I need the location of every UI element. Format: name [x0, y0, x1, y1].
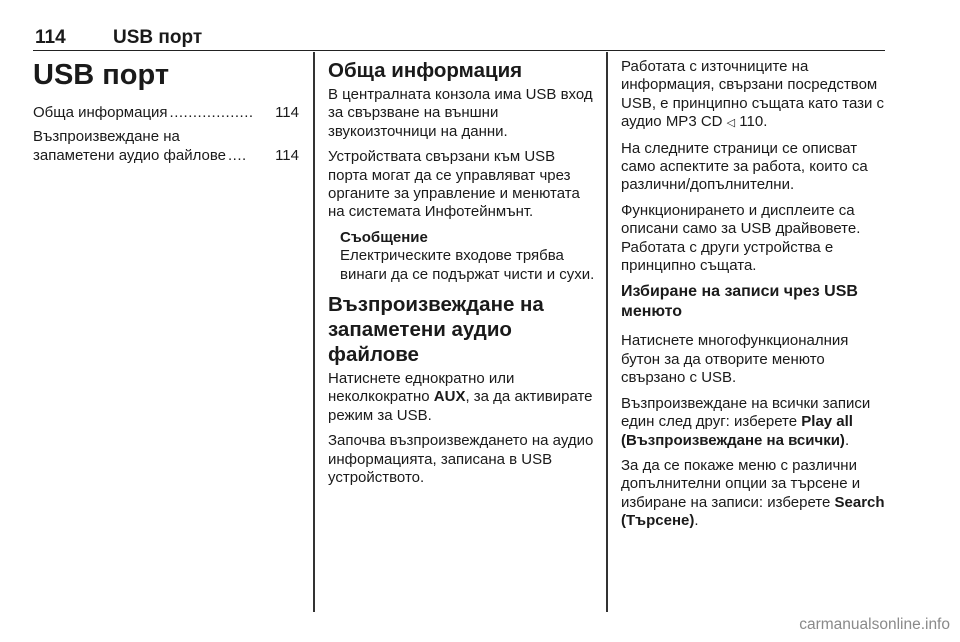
column-general-info [328, 58, 596, 495]
chapter-title: USB порт [33, 59, 170, 91]
note-text: Електрическите входове трябва винаги да се подържат чисти и сухи. [340, 247, 595, 283]
toc-leader-dots: .... [228, 146, 247, 164]
aux-button-label: AUX [433, 388, 466, 406]
section-heading-playback: Възпроизвеждане на запаметени аудио файлове [328, 293, 544, 367]
paragraph [328, 370, 596, 425]
toc-entry-general[interactable] [33, 104, 299, 122]
toc-leader-dots: .................. [169, 104, 254, 121]
header-title: USB порт [113, 27, 203, 48]
page-header [33, 24, 885, 51]
paragraph: Натиснете многофункционалния бутон за да отворите менюто свързано с USB. [621, 332, 849, 387]
toc-entry-text-line1: Възпроизвеждане на [33, 128, 180, 146]
toc-entry-page: 114 [275, 104, 299, 121]
paragraph-text: Работата с източниците на информация, свързани посредством USB, е принципно същата като тази с аудио MP3 CD [621, 58, 885, 131]
table-of-contents [33, 104, 299, 165]
paragraph-text: , за да активирате режим за USB. [328, 388, 593, 424]
column-usb-menu [621, 58, 889, 538]
paragraph: На следните страници се описват само аспектите за работа, които са различни/допълнителни. [621, 139, 868, 194]
paragraph: Функционирането и дисплеите са описани само за USB драйвовете. Работата с други устройства е принципно същата. [621, 201, 861, 275]
paragraph [621, 58, 889, 133]
paragraph-text: За да се покаже меню с различни допълнителни опции за търсене и избиране на записи: изберете [621, 456, 861, 511]
toc-entry-text-line2: запаметени аудио файлове [33, 146, 227, 164]
toc-entry-page: 114 [275, 146, 299, 164]
section-heading-select-tracks: Избиране на записи чрез USB менюто [621, 283, 858, 321]
paragraph-text: . [694, 512, 699, 530]
column-divider-2 [606, 52, 608, 612]
paragraph: В централната конзола има USB вход за свързване на външни звукоизточници на данни. [328, 86, 593, 140]
paragraph [621, 395, 889, 450]
page-reference-link[interactable]: 110. [735, 113, 768, 131]
cross-reference-arrow-icon: ◁ [726, 117, 736, 130]
note-title: Съобщение [340, 228, 428, 246]
paragraph-text: Възпроизвеждане на всички записи един след друг: изберете [621, 394, 871, 431]
column-divider-1 [313, 52, 315, 612]
column-toc [33, 58, 299, 165]
paragraph: Започва възпроизвеждането на аудио информацията, записана в USB устройството. [328, 432, 594, 487]
section-heading-general: Обща информация [328, 59, 523, 82]
toc-entry-playback[interactable] [33, 128, 299, 165]
paragraph-text: . [844, 431, 850, 449]
paragraph-text: Натиснете еднократно или неколкократно [328, 370, 515, 406]
toc-entry-text: Обща информация [33, 104, 168, 121]
search-option-label: Search (Търсене) [621, 493, 885, 530]
page-number: 114 [35, 27, 66, 48]
watermark: carmanualsonline.info [799, 616, 950, 633]
paragraph: Устройствата свързани към USB порта могат да се управляват чрез органите за управление и менютата на системата Инфотейнмънт. [328, 148, 580, 221]
paragraph [621, 457, 889, 531]
note-box [340, 229, 596, 284]
play-all-option-label: Play all (Възпроизвеждане на всички) [621, 413, 853, 449]
